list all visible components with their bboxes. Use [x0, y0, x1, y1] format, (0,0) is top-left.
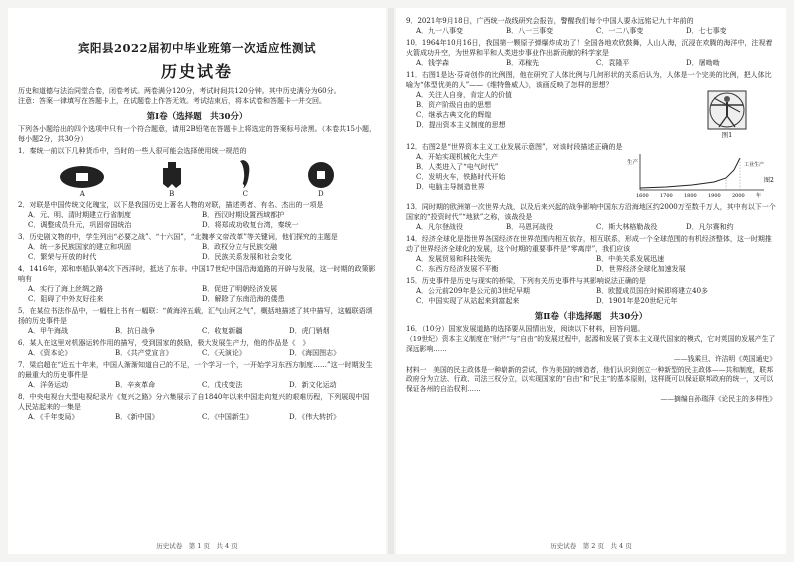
- question-stem: 6．某人在这里对机器运转作用的描写，受到国家的鼓励，极大发展生产力，他的作品是《 》: [18, 339, 310, 347]
- option-b: B．欧盟成员国在时候即将建立40多: [596, 287, 709, 295]
- option-d: D．虎门销烟: [289, 327, 330, 335]
- question-stem: 2．对联是中国传统文化瑰宝，以下是我国历史上著名人物的对联，描述勇者、有名、杰出的一项是: [18, 201, 324, 209]
- section-2-heading: 第Ⅱ卷（非选择题 共30分）: [534, 312, 648, 322]
- question-6: [18, 338, 376, 358]
- question-options: [406, 152, 626, 200]
- tick-label: 1900: [708, 193, 721, 199]
- coin-images: [32, 158, 362, 198]
- question-body: [406, 152, 776, 200]
- question-11: [406, 70, 776, 140]
- question-stem: 15．历史事件是历史与现实的桥梁，下列有关历史事件与其影响说法正确的是: [406, 277, 646, 285]
- figure-2: [626, 152, 776, 200]
- question-options: [18, 326, 376, 336]
- option-a: A．《千年变局》: [28, 413, 79, 421]
- question-16: [406, 324, 776, 405]
- option-a: A．关注人自身，肯定人的价值: [416, 91, 513, 99]
- option-a: A．发展贸易和科技领先: [416, 255, 492, 263]
- option-b: B．西汉时期设置西域都护: [202, 211, 285, 219]
- question-options: [18, 348, 376, 358]
- coin-option-c: [237, 158, 253, 198]
- exam-note: 注意：答案一律填写在答题卡上，在试题卷上作答无效。考试结束后，将本试卷和答题卡一并交回。: [18, 97, 326, 105]
- question-14: [406, 234, 776, 274]
- question-options: [18, 380, 376, 390]
- question-stem: 9．2021年9月18日，广西统一战线研究会报告，警醒我们每个中国人要永远铭记九十年前的: [406, 17, 694, 25]
- option-c: C．收复新疆: [202, 327, 243, 335]
- question-stem: 8．中央电视台大型电视纪录片《复兴之路》分六集展示了自1840年以来中国走向复兴的艰难历程，下列展现中国人民站起来的一集是: [18, 393, 370, 411]
- question-2: [18, 200, 376, 230]
- page-gutter: [388, 8, 394, 554]
- option-d: D．电脑主导制造世界: [416, 183, 485, 191]
- option-c: C．中国实现了从站起来到富起来: [416, 297, 520, 305]
- option-b: B．八一三事变: [506, 27, 554, 35]
- coin-label: A: [79, 190, 85, 198]
- page-footer: 历史试卷 第 1 页 共 4 页: [156, 542, 238, 550]
- page-footer: 历史试卷 第 2 页 共 4 页: [550, 542, 632, 550]
- page-1: [8, 8, 386, 554]
- question-stem: 13．同时期的欧洲第一次世界大战，以及后来兴起的战争影响中国东方沿海地区约2000万至数千万人，其中有以下一个国家的“投资时代”“地狱”之称，该战役是: [406, 203, 776, 221]
- option-d: D．《海国图志》: [289, 349, 341, 357]
- subject-title: 历史试卷: [160, 62, 233, 81]
- question-options: [406, 58, 776, 68]
- question-8: [18, 392, 376, 422]
- option-d: D．民族关系发展和社会变化: [202, 253, 292, 261]
- citation-2: ——摘编自孙瑞萍《论民主的多样性》: [660, 395, 776, 403]
- question-13: [406, 202, 776, 232]
- question-stem: 16．（10分）国家发展道路的选择要从国情出发，阅读以下材料，回答问题。: [406, 325, 645, 333]
- option-c: C．继承古典文化的辉煌: [416, 111, 492, 119]
- option-d: D．提出资本主义制度的思想: [416, 121, 506, 129]
- citation-1: ——钱乘旦、许洁明《英国通史》: [674, 355, 776, 363]
- option-c: C．调整成员升元，巩固帝国统治: [28, 221, 132, 229]
- question-options: [406, 254, 776, 274]
- coin-option-a: [58, 164, 106, 198]
- option-a: A．统一多民族国家的建立和巩固: [28, 243, 132, 251]
- option-b: B．政权分立与民族交融: [202, 243, 278, 251]
- figure-2-label: 图2: [764, 177, 774, 184]
- option-b: B．促进了明朝经济发展: [202, 285, 278, 293]
- option-b: B．人类进入了“电气时代”: [416, 163, 499, 171]
- coin-label: D: [317, 190, 324, 198]
- question-body: [406, 90, 776, 140]
- coin-label: C: [242, 190, 248, 198]
- option-b: B．抗日战争: [115, 327, 156, 335]
- option-a: A．凡尔登战役: [416, 223, 464, 231]
- section-1-heading: 第Ⅰ卷（选择题 共30分）: [146, 112, 248, 122]
- tick-label: 1600: [636, 193, 649, 199]
- option-a: A．甲午海战: [28, 327, 69, 335]
- question-options: [18, 284, 376, 304]
- question-stem: 7．梁启超在“近五十年来，中国人渐渐知道自己的不足，一个学习一个，一开始学习东西方制度……”这一时期发生的最重大的历史事件是: [18, 361, 373, 379]
- question-options: [18, 242, 376, 262]
- question-stem: 3．历史剧文物的中，学生列出“必要之战”、“十六国”，“北魏孝文帝改革”等关键词，他们探究的主题是: [18, 233, 338, 241]
- option-a: A．开始实现机械化大生产: [416, 153, 499, 161]
- chart-ylabel: 生产: [627, 160, 639, 166]
- option-c: C．发明火车，铁路时代开始: [416, 173, 506, 181]
- question-16-intro: （19世纪）资本主义制度在“财产”与“自由”的发展过程中，起源和发展了资本主义现代国家的模式，它对英国的发展产生了深远影响……: [406, 335, 776, 353]
- option-a: A．实行了海上丝绸之路: [28, 285, 104, 293]
- material-1: 材料一 美国的民主政体是一种崭新的尝试，作为美国的缔造者，他们认识到创立一种新型的民主政体——共和制度，联邦政府分为立法、行政、司法三权分立，以实现国家的“自由”和“民主”的基本原则，这样既可以保证联邦政府的统一，又可以保证各州的自治权利……: [406, 365, 774, 393]
- question-options: [406, 26, 776, 36]
- option-b: B．中美关系发展迅速: [596, 255, 665, 263]
- question-options: [18, 210, 376, 230]
- option-c: C．袁隆平: [596, 59, 630, 67]
- question-options: [406, 90, 692, 140]
- option-c: C．繁荣与开放的时代: [28, 253, 97, 261]
- knife-coin-icon: [237, 158, 253, 190]
- option-d: D．凡尔赛和约: [686, 223, 734, 231]
- option-c: C．《中国新生》: [202, 413, 253, 421]
- question-5: [18, 306, 376, 336]
- square-coin-icon: [306, 160, 336, 190]
- option-c: C．斯大林格勒战役: [596, 223, 658, 231]
- option-a: A．九一八事变: [416, 27, 464, 35]
- option-c: C．阻碍了中外友好往来: [28, 295, 104, 303]
- vitruvian-man-icon: [704, 90, 750, 130]
- question-stem: 12．右图2是“世界资本主义工业发展示意图”，对该时段描述正确的是: [406, 143, 623, 151]
- axis-unit: 年: [756, 193, 762, 199]
- question-10: [406, 38, 776, 68]
- option-d: D．屠呦呦: [686, 59, 720, 67]
- question-stem: 4．1416年，郑和率船队第4次下西洋时，抵达了东非。中国17世纪中国沿海道路的开辟与发展，这一时期的政策影响有: [18, 265, 376, 283]
- question-1: [18, 146, 376, 198]
- question-options: [406, 222, 776, 232]
- option-b: B．《新中国》: [115, 413, 159, 421]
- figure-1-label: 图1: [721, 131, 733, 139]
- question-options: [406, 286, 776, 306]
- exam-title: 宾阳县2022届初中毕业班第一次适应性测试: [77, 41, 316, 55]
- option-b: B．邓稼先: [506, 59, 540, 67]
- option-c: C．东西方经济发展不平衡: [416, 265, 499, 273]
- question-12: [406, 142, 776, 200]
- option-a: A．《资本论》: [28, 349, 72, 357]
- question-7: [18, 360, 376, 390]
- chart-annotation: 工业生产: [744, 162, 765, 168]
- question-stem: 11．右图1是达·芬奇创作的比例图，他在研究了人体比例与几何形状的关系后认为，人体是一个完美的比例，把人体比喻为“体型优美的人”——《维特鲁威人》，该画反映了怎样的思想？: [406, 71, 772, 89]
- figure-1: [692, 90, 762, 140]
- option-c: C．一二八事变: [596, 27, 644, 35]
- question-4: [18, 264, 376, 304]
- option-a: A．洋务运动: [28, 381, 69, 389]
- coin-label: B: [169, 190, 175, 198]
- option-b: B．《共产党宣言》: [115, 349, 173, 357]
- question-options: [18, 412, 376, 422]
- coin-option-d: [306, 160, 336, 198]
- coin-option-b: [159, 160, 185, 198]
- tick-label: 1700: [660, 193, 673, 199]
- option-d: D．将郑成功收复台湾，秦统一: [202, 221, 299, 229]
- question-stem: 5．在某位书法作品中，一幅柱上书有一幅联：“黄海淬五载，汇气山河之气”，概括地描述了其中描写，这幅联语颂扬的历史事件是: [18, 307, 373, 325]
- option-d: D．七七事变: [686, 27, 727, 35]
- industry-chart: [626, 152, 776, 200]
- page-2: [396, 8, 786, 554]
- question-stem: 1．秦统一前以下几种货币中，当时的一些人很可能会选择使用统一规范的: [18, 147, 247, 155]
- option-a: A．元、明、清时期建立行省制度: [28, 211, 132, 219]
- question-stem: 14．经济全球化是指世界各国经济在世界范围内相互依存，相互联系，形成一个全球范围的有机经济整体，这一时期推动了世界经济全球化的发展，这个时期的重要事件是“零离岸”，我们应该: [406, 235, 772, 253]
- question-stem: 10．1964年10月16日，我国第一颗原子弹爆炸成功了！全国各地欢欣鼓舞，人山人海，沉浸在欢腾的海洋中，注视着火箭成功升空，为世界和平和人类进步事业作出新贡献的科学家是: [406, 39, 773, 57]
- question-9: [406, 16, 776, 36]
- question-3: [18, 232, 376, 262]
- option-d: D．解除了东南沿海的倭患: [202, 295, 285, 303]
- option-a: A．钱学森: [416, 59, 450, 67]
- option-c: C．戊戌变法: [202, 381, 243, 389]
- option-c: C．《天演论》: [202, 349, 246, 357]
- option-d: D．《伟大转折》: [289, 413, 341, 421]
- option-b: B．辛亥革命: [115, 381, 156, 389]
- question-15: [406, 276, 776, 306]
- option-d: D．世界经济全球化加速发展: [596, 265, 686, 273]
- option-a: A．公元前209年是公元前3世纪早期: [416, 287, 530, 295]
- option-d: D．新文化运动: [289, 381, 337, 389]
- option-b: B．马恩河战役: [506, 223, 554, 231]
- round-coin-icon: [58, 164, 106, 190]
- tick-label: 2000: [732, 193, 745, 199]
- option-d: D．1901年是20世纪元年: [596, 297, 678, 305]
- exam-intro: 历史和道德与法治同堂合卷，闭卷考试。两卷满分120分，考试时间共120分钟。其中历史满分为60分。: [18, 87, 341, 95]
- spade-coin-icon: [159, 160, 185, 190]
- tick-label: 1800: [684, 193, 697, 199]
- section-1-desc: 下列各小题给出的四个选项中只有一个符合题意，请用2B铅笔在答题卡上将选定的答案标号涂黑。（本卷共15小题，每小题2分，共30分）: [18, 125, 377, 143]
- option-b: B．资产阶级自由的思想: [416, 101, 492, 109]
